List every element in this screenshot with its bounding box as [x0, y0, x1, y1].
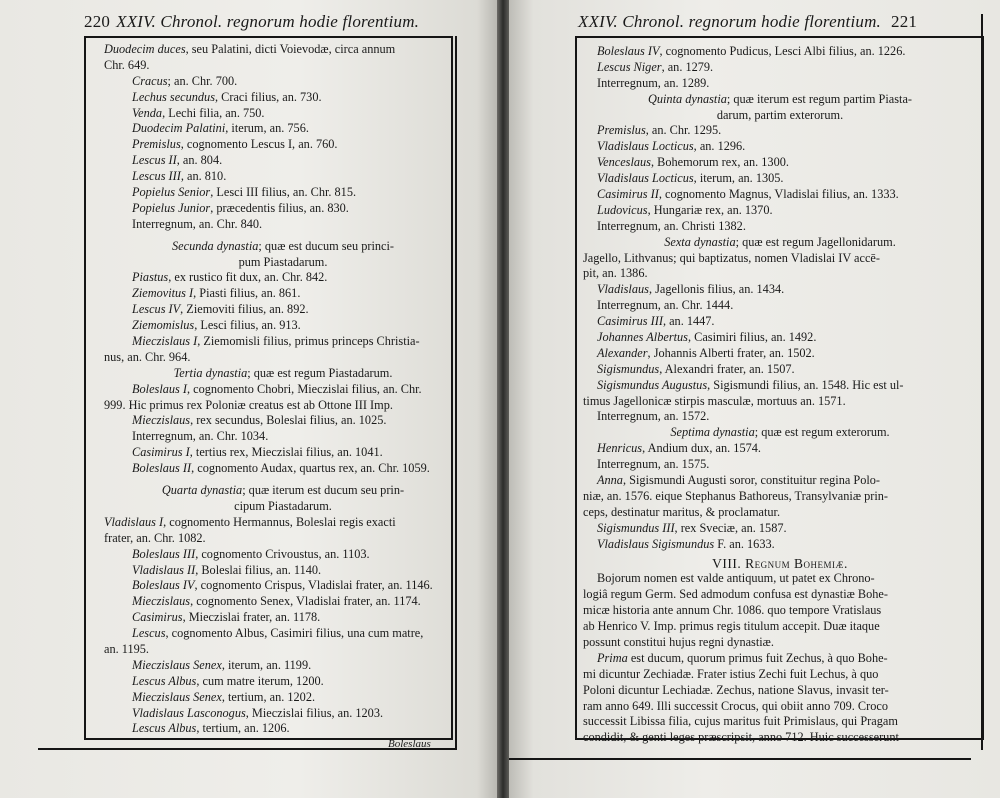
text-line [583, 441, 977, 457]
entry-name: Lescus II [132, 153, 177, 168]
text-line [118, 674, 448, 690]
text-line [583, 314, 977, 330]
text-line [583, 603, 977, 619]
text-line [104, 42, 448, 58]
entry-name: Vladislaus Lasconogus [132, 705, 246, 720]
entry-text: , iterum, an. 1305. [693, 171, 784, 186]
entry-text: , Mieczislai frater, an. 1178. [182, 610, 321, 625]
entry-text: , Sigismundi filius, an. 1548. Hic est ul- [707, 377, 904, 392]
text-line [118, 286, 448, 302]
entry-text: frater, an. Chr. 1082. [104, 530, 206, 545]
entry-name: Premislus [132, 137, 181, 152]
entry-name: Quarta dynastia [161, 483, 243, 498]
text-line [118, 382, 448, 398]
text-line [118, 578, 448, 594]
entry-text: Chr. 649. [104, 57, 150, 72]
entry-name: Mieczislaus Senex [132, 689, 222, 704]
text-line [583, 730, 977, 746]
entry-name: Piastus [132, 270, 169, 285]
text-line [583, 378, 977, 394]
entry-text: Interregnum, an. Chr. 840. [132, 216, 263, 231]
entry-text: , Casimiri filius, an. 1492. [687, 330, 817, 345]
entry-text: successit Libissa filia, cujus maritus fuit Primislaus, qui Pragam [583, 714, 898, 729]
entry-text: ceps, destinatur maritus, & proclamatur. [583, 504, 781, 519]
entry-text: , Lesci III filius, an. Chr. 815. [210, 185, 357, 200]
text-line [118, 153, 448, 169]
entry-text: ; quæ est regum exterorum. [754, 425, 890, 440]
entry-text: Interregnum, an. 1575. [597, 457, 710, 472]
entry-name: Ludovicus [597, 202, 648, 217]
entry-text: , cognomento Lescus I, an. 760. [180, 137, 338, 152]
entry-text: , Bohemorum rex, an. 1300. [650, 155, 789, 170]
right-bottom-rule [509, 758, 971, 760]
entry-text: , Hungariæ rex, an. 1370. [647, 202, 773, 217]
book-gutter [497, 0, 509, 798]
text-line [583, 266, 977, 282]
text-line [583, 108, 977, 124]
entry-name: Casimirus [132, 610, 183, 625]
text-line [583, 44, 977, 60]
text-line [583, 362, 977, 378]
text-line [583, 203, 977, 219]
text-line [118, 270, 448, 286]
entry-text: , iterum, an. 1199. [221, 657, 312, 672]
entry-text: , cognomento Hermannus, Boleslai regis exacti [163, 514, 396, 529]
text-line [118, 255, 448, 271]
entry-text: , præcedentis filius, an. 830. [210, 200, 349, 215]
text-line [118, 74, 448, 90]
entry-name: Secunda dynastia [172, 238, 259, 253]
text-line [118, 658, 448, 674]
entry-name: Duodecim Palatini [132, 121, 226, 136]
right-running-title: XXIV. Chronol. regnorum hodie florentium. [578, 12, 882, 31]
entry-text: , an. 810. [180, 169, 227, 184]
text-line [118, 610, 448, 626]
entry-name: Sigismundus III [597, 520, 675, 535]
entry-text: , cognomento Crispus, Vladislai frater, an. 1146. [194, 578, 433, 593]
entry-text: , an. 1296. [693, 139, 746, 154]
text-line [583, 587, 977, 603]
text-line [118, 690, 448, 706]
left-page [0, 0, 497, 798]
entry-name: Popielus Junior [132, 200, 211, 215]
entry-text: possunt constitui hujus regni dynastiæ. [583, 634, 774, 649]
text-line [583, 667, 977, 683]
entry-text: pit, an. 1386. [583, 266, 648, 281]
entry-name: Mieczislaus [132, 413, 191, 428]
entry-name: Vladislaus II [132, 562, 196, 577]
text-line [118, 90, 448, 106]
catchword: Boleslaus [388, 738, 431, 750]
text-line [583, 425, 977, 441]
entry-text: , Andium dux, an. 1574. [642, 441, 761, 456]
entry-name: Sigismundus Augustus [597, 377, 708, 392]
entry-name: Lescus [132, 626, 166, 641]
text-line [118, 106, 448, 122]
entry-name: Mieczislaus Senex [132, 657, 222, 672]
entry-name: Premislus [597, 123, 646, 138]
entry-text: darum, partim exterorum. [716, 107, 844, 122]
text-line [104, 515, 448, 531]
text-line [118, 302, 448, 318]
entry-name: Ziemovitus I [132, 286, 194, 301]
entry-name: Alexander [597, 345, 648, 360]
entry-text: , cognomento Crivoustus, an. 1103. [195, 546, 370, 561]
text-line [583, 394, 977, 410]
entry-name: Vladislaus I [104, 514, 164, 529]
entry-text: nus, an. Chr. 964. [104, 349, 191, 364]
text-line [118, 445, 448, 461]
entry-name: Vladislaus Sigismundus [597, 536, 715, 551]
entry-name: Boleslaus III [132, 546, 196, 561]
entry-name: Tertia dynastia [173, 365, 248, 380]
text-line [118, 626, 448, 642]
entry-text: 999. Hic primus rex Poloniæ creatus est ab Ottone III Imp. [104, 397, 393, 412]
entry-text: , Alexandri frater, an. 1507. [659, 361, 795, 376]
entry-text: , Boleslai filius, an. 1140. [195, 562, 322, 577]
entry-name: Sexta dynastia [664, 234, 736, 249]
entry-name: Vladislaus Locticus [597, 139, 694, 154]
text-line [583, 505, 977, 521]
entry-text: , Craci filius, an. 730. [215, 89, 322, 104]
entry-text: Interregnum, an. 1572. [597, 409, 710, 424]
text-line [583, 298, 977, 314]
entry-name: Prima [597, 650, 628, 665]
text-line [583, 92, 977, 108]
entry-text: , Johannis Alberti frater, an. 1502. [647, 345, 815, 360]
entry-text: an. 1195. [104, 641, 149, 656]
text-line [118, 499, 448, 515]
entry-name: Boleslaus IV [132, 578, 195, 593]
entry-name: Casimirus III [597, 314, 663, 329]
entry-name: Quinta dynastia [647, 91, 727, 106]
entry-name: Mieczislaus I [132, 334, 198, 349]
entry-text: ; quæ iterum est regum partim Piasta- [726, 91, 912, 106]
entry-name: Lescus Albus [132, 721, 197, 736]
entry-text: Interregnum, an. 1289. [597, 75, 710, 90]
right-page [509, 0, 1000, 798]
entry-text: mi dicuntur Zechiadæ. Frater istius Zechi fuit Lechus, à quo [583, 666, 879, 681]
text-line [118, 429, 448, 445]
text-line [583, 235, 977, 251]
entry-text: , an. 804. [176, 153, 223, 168]
entry-name: Casimirus II [597, 187, 659, 202]
entry-name: Boleslaus I [132, 381, 187, 396]
entry-text: Interregnum, an. Chr. 1444. [597, 298, 734, 313]
entry-text: , Mieczislai filius, an. 1203. [245, 705, 384, 720]
text-line [118, 461, 448, 477]
text-line [118, 185, 448, 201]
entry-text: ; quæ est regum Jagellonidarum. [735, 234, 896, 249]
entry-text: F. an. 1633. [714, 536, 775, 551]
text-line [583, 521, 977, 537]
text-line [583, 457, 977, 473]
entry-text: , Ziemoviti filius, an. 892. [180, 302, 309, 317]
entry-text: condidit, & genti leges præscripsit, anno 712. Huic successerunt [583, 730, 899, 745]
entry-name: Venceslaus [597, 155, 651, 170]
entry-text: , cognomento Magnus, Vladislai filius, an. 1333. [658, 187, 899, 202]
entry-text: micæ historia ante annum Chr. 1086. quo tempore Vratislaus [583, 603, 882, 618]
text-line [583, 556, 977, 572]
entry-name: Henricus [597, 441, 643, 456]
entry-text: , cognomento Pudicus, Lesci Albi filius, an. 1226. [659, 44, 906, 58]
entry-text: , tertium, an. 1202. [221, 689, 316, 704]
entry-text: timus Jagellonicæ stirpis masculæ, mortuus an. 1571. [583, 393, 846, 408]
entry-text: , Lechi filia, an. 750. [162, 105, 265, 120]
entry-text: , rex secundus, Boleslai filius, an. 1025. [190, 413, 387, 428]
text-line [118, 366, 448, 382]
text-line [583, 619, 977, 635]
entry-name: Sigismundus [597, 361, 660, 376]
text-line [583, 155, 977, 171]
entry-name: Lescus IV [132, 302, 181, 317]
entry-name: Cracus [132, 73, 168, 88]
text-line [583, 330, 977, 346]
text-line [118, 239, 448, 255]
text-line [583, 489, 977, 505]
text-line [583, 683, 977, 699]
entry-text: ; quæ iterum est ducum seu prin- [242, 483, 405, 498]
text-line [583, 123, 977, 139]
text-line [583, 473, 977, 489]
left-page-number: 220 [84, 12, 111, 31]
text-line [583, 635, 977, 651]
text-line [583, 537, 977, 553]
text-line [118, 413, 448, 429]
entry-name: Lescus III [132, 169, 181, 184]
right-page-number: 221 [891, 12, 918, 31]
entry-text: logiâ regum Germ. Sed admodum confusa est dynastiæ Bohe- [583, 587, 888, 602]
text-line [118, 483, 448, 499]
entry-name: Lescus Niger [597, 59, 662, 74]
left-page-header [84, 12, 454, 32]
entry-text: , cum matre iterum, 1200. [196, 673, 324, 688]
entry-text: cipum Piastadarum. [234, 498, 332, 513]
entry-text: , tertius rex, Mieczislai filius, an. 1041. [189, 445, 383, 460]
text-line [583, 699, 977, 715]
entry-name: Mieczislaus [132, 594, 191, 609]
text-line [118, 547, 448, 563]
entry-text: Poloni dicuntur Lechiadæ. Zechus, natione Slavus, invasit ter- [583, 682, 889, 697]
entry-text: , cognomento Chobri, Mieczislai filius, an. Chr. [187, 381, 422, 396]
text-line [118, 334, 448, 350]
text-line [118, 121, 448, 137]
entry-text: , tertium, an. 1206. [196, 721, 290, 736]
right-outer-rule [981, 14, 983, 750]
text-line [583, 251, 977, 267]
entry-text: , Ziemomisli filius, primus princeps Christia- [197, 334, 420, 349]
entry-text: , Piasti filius, an. 861. [193, 286, 301, 301]
text-line [104, 531, 448, 547]
entry-text: ab Henrico V. Imp. primus regis titulum accepit. Duæ itaque [583, 619, 880, 634]
entry-name: Septima dynastia [670, 425, 755, 440]
entry-text: Jagello, Lithvanus; qui baptizatus, nomen Vladislai IV accē- [583, 250, 880, 265]
entry-name: Vladislaus Locticus [597, 171, 694, 186]
entry-text: , an. Chr. 1295. [645, 123, 722, 138]
text-line [583, 714, 977, 730]
entry-text: VIII. Regnum Bohemiæ. [712, 555, 848, 571]
left-running-title: XXIV. Chronol. regnorum hodie florentium. [116, 12, 420, 31]
text-line [118, 706, 448, 722]
entry-text: , cognomento Audax, quartus rex, an. Chr. 1059. [191, 461, 430, 476]
left-text-block [104, 42, 448, 737]
text-line [583, 346, 977, 362]
text-line [583, 409, 977, 425]
text-line [583, 171, 977, 187]
entry-text: , iterum, an. 756. [225, 121, 309, 136]
entry-text: est ducum, quorum primus fuit Zechus, à quo Bohe- [627, 650, 888, 665]
entry-text: pum Piastadarum. [238, 254, 328, 269]
text-line [583, 219, 977, 235]
text-line [104, 398, 448, 414]
text-line [118, 137, 448, 153]
entry-text: ; quæ est regum Piastadarum. [247, 365, 393, 380]
entry-name: Lechus secundus [132, 89, 215, 104]
entry-name: Vladislaus [597, 282, 649, 297]
entry-name: Anna [597, 473, 623, 488]
entry-name: Popielus Senior [132, 185, 211, 200]
text-line [104, 350, 448, 366]
entry-text: , Sigismundi Augusti soror, constituitur regina Polo- [622, 473, 881, 488]
text-line [583, 76, 977, 92]
entry-text: ram anno 649. Illi successit Crocus, qui obiit anno 709. Croco [583, 698, 888, 713]
text-line [118, 721, 448, 737]
entry-text: , an. 1447. [662, 314, 715, 329]
entry-name: Boleslaus IV [597, 44, 660, 58]
text-line [118, 563, 448, 579]
entry-text: , Jagellonis filius, an. 1434. [648, 282, 785, 297]
text-line [583, 60, 977, 76]
text-line [583, 139, 977, 155]
right-page-header [578, 12, 978, 32]
entry-text: Interregnum, an. Christi 1382. [597, 218, 746, 233]
entry-name: Casimirus I [132, 445, 190, 460]
entry-text: , Lesci filius, an. 913. [194, 318, 301, 333]
text-line [104, 642, 448, 658]
entry-text: , cognomento Senex, Vladislai frater, an. 1174. [190, 594, 421, 609]
text-line [118, 594, 448, 610]
text-line [583, 571, 977, 587]
entry-name: Duodecim duces [104, 42, 186, 56]
entry-name: Venda [132, 105, 163, 120]
left-outer-rule [455, 36, 457, 750]
entry-name: Johannes Albertus [597, 330, 688, 345]
right-text-block [583, 44, 977, 746]
text-line [118, 318, 448, 334]
entry-name: Boleslaus II [132, 461, 192, 476]
entry-text: , an. 1279. [661, 59, 714, 74]
text-line [583, 651, 977, 667]
text-line [118, 201, 448, 217]
entry-text: Interregnum, an. Chr. 1034. [132, 429, 269, 444]
text-line [104, 58, 448, 74]
entry-text: ; an. Chr. 700. [167, 73, 238, 88]
entry-text: , ex rustico fit dux, an. Chr. 842. [168, 270, 328, 285]
entry-text: Bojorum nomen est valde antiquum, ut patet ex Chrono- [597, 571, 875, 586]
text-line [118, 169, 448, 185]
entry-name: Lescus Albus [132, 673, 197, 688]
entry-name: Ziemomislus [132, 318, 195, 333]
text-line [583, 282, 977, 298]
entry-text: niæ, an. 1576. eique Stephanus Bathoreus, Transylvaniæ prin- [583, 488, 889, 503]
entry-text: , cognomento Albus, Casimiri filius, una cum matre, [165, 626, 424, 641]
text-line [118, 217, 448, 233]
entry-text: ; quæ est ducum seu princi- [258, 238, 394, 253]
entry-text: , rex Sveciæ, an. 1587. [674, 520, 787, 535]
entry-text: , seu Palatini, dicti Voievodæ, circa annum [185, 42, 396, 56]
text-line [583, 187, 977, 203]
